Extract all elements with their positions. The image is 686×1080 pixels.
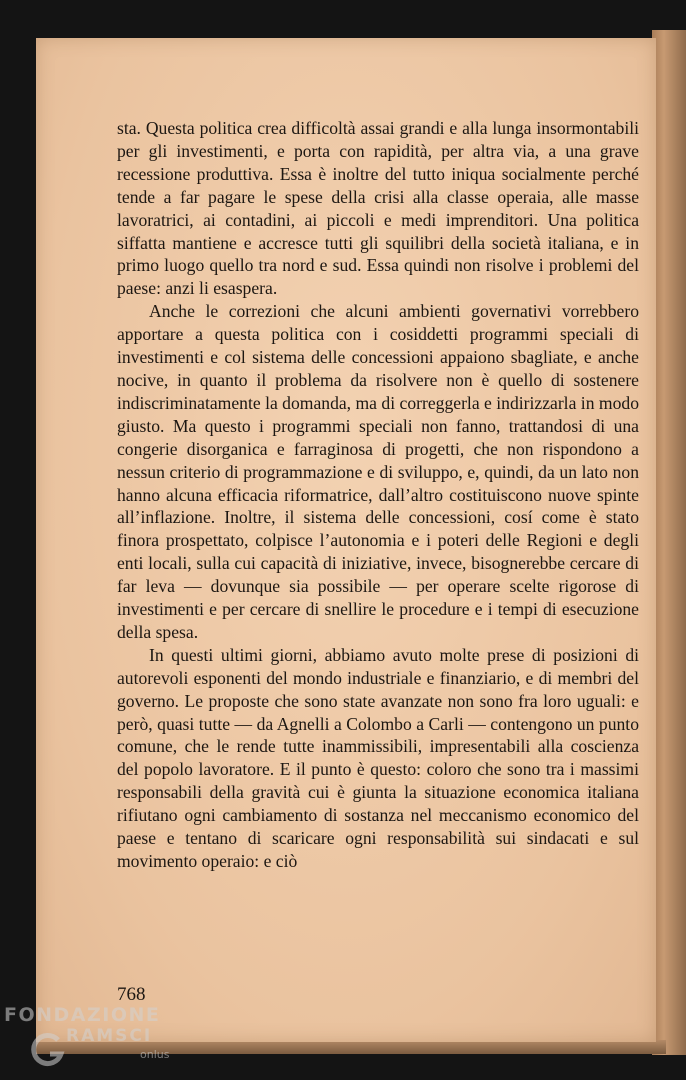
watermark-line3: onlus [140,1048,170,1061]
watermark-logo [4,1004,170,1061]
page-number: 768 [117,984,146,1005]
watermark-line2: RAMSCI [66,1026,153,1046]
page-edge-right [652,30,686,1055]
body-text [117,117,639,873]
watermark-line1: FONDAZIONE [4,1004,161,1026]
paragraph-3: In questi ultimi giorni, abbiamo avuto molte prese di posizioni di autorevoli esponenti del mondo industriale e finanziario, e di membri del governo. Le proposte che sono state avanzate non sono fra loro uguali: e però, quasi tutte — da Agnelli a Colombo a Carli — contengono un punto comune, che le rende tutte inammissibili, impresentabili alla coscienza del popolo lavoratore. E il punto è questo: coloro che sono tra i massimi responsabili della gravità cui è giunta la situazione economica italiana rifiutano ogni cambiamento di sostanza nel meccanismo economico del paese e tentano di scaricare ogni responsabilità sui sindacati e sul movimento operaio: e ciò [117,644,639,871]
paragraph-1: sta. Questa politica crea difficoltà assai grandi e alla lunga insormontabili per gli investimenti, e porta con rapidità, per altra via, a una grave recessione produttiva. Essa è inoltre del tutto iniqua socialmente perché tende a far pagare le spese della crisi alla classe operaia, alle masse lavoratrici, ai contadini, ai piccoli e medi imprenditori. Una politica siffatta mantiene e accresce tutti gli squilibri della società italiana, e in primo luogo quello tra nord e sud. Essa quindi non risolve i problemi del paese: anzi li esaspera. [117,118,639,299]
paragraph-2: Anche le correzioni che alcuni ambienti governativi vorrebbero apportare a questa politica con i cosiddetti programmi speciali di investimenti e col sistema delle concessioni appaiono sbagliate, e anche nocive, in quanto il problema da risolvere non è quello di sostenere indiscriminatamente la domanda, ma di correggerla e indirizzarla in modo giusto. Ma questo i programmi speciali non fanno, trattandosi di una congerie disorganica e farraginosa di progetti, che non rispondono a nessun criterio di programmazione e di sviluppo, e, quindi, da un lato non hanno alcuna efficacia riformatrice, dall’altro costituiscono nuove spinte all’inflazione. Inoltre, il sistema delle concessioni, cosí come è stato finora prospettato, colpisce l’autonomia e i poteri delle Regioni e degli enti locali, sulla cui capacità di iniziative, invece, bisognerebbe cercare di far leva — dovunque sia possibile — per operare scelte rigorose di investimenti e per cercare di snellire le procedure e i tempi di esecuzione della spesa. [117,301,639,642]
g-logo-icon [28,1030,68,1070]
